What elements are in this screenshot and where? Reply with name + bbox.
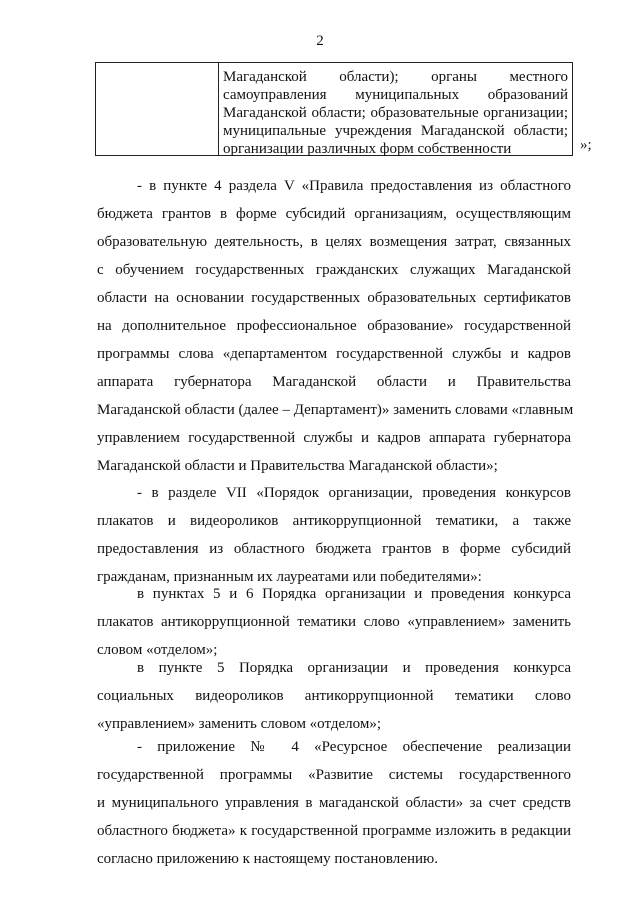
paragraph-line: управлением государственной службы и кадров аппарата губернатора [97, 430, 571, 446]
table-cell-line: организации различных форм собственности [223, 141, 512, 157]
paragraph-line: области на основании государственных образовательных сертификатов [97, 290, 571, 306]
paragraph-line: словом «отделом»; [97, 642, 218, 658]
paragraph-line: на дополнительное профессиональное образование» государственной [97, 318, 571, 334]
paragraph-line: - приложение № 4 «Ресурсное обеспечение реализации [137, 739, 571, 755]
paragraph-line: согласно приложению к настоящему постановлению. [97, 851, 438, 867]
paragraph-line: образовательную деятельность, в целях возмещения затрат, связанных [97, 234, 571, 250]
paragraph-section-vii-amendment [97, 479, 571, 591]
paragraph-line: аппарата губернатора Магаданской области и Правительства [97, 374, 571, 390]
paragraph-line: с обучением государственных гражданских служащих Магаданской [97, 262, 571, 278]
paragraph-line: плакатов антикоррупционной тематики слово «управлением» заменить [97, 614, 571, 630]
paragraph-line: и муниципального управления в магаданской области» за счет средств [97, 795, 571, 811]
paragraph-line: в пунктах 5 и 6 Порядка организации и проведения конкурса [137, 586, 571, 602]
paragraph-videos-contest [97, 654, 571, 738]
paragraph-posters-contest [97, 580, 571, 664]
page-number: 2 [316, 33, 324, 49]
paragraph-line: в пункте 5 Порядка организации и проведения конкурса [137, 660, 571, 676]
paragraph-appendix-4 [97, 733, 571, 873]
paragraph-line: плакатов и видеороликов антикоррупционной тематики, а также [97, 513, 571, 529]
paragraph-line: предоставления из областного бюджета грантов в форме субсидий [97, 541, 571, 557]
paragraph-line: Магаданской области (далее – Департамент)» заменить словами «главным [97, 402, 574, 418]
paragraph-line: «управлением» заменить словом «отделом»; [97, 716, 381, 732]
paragraph-line: - в пункте 4 раздела V «Правила предоставления из областного [137, 178, 571, 194]
table-cell-line: муниципальные учреждения Магаданской области; [223, 123, 568, 139]
table-column-divider [218, 63, 219, 155]
paragraph-line: гражданам, признанным их лауреатами или победителями»: [97, 569, 482, 585]
paragraph-line: социальных видеороликов антикоррупционной тематики слово [97, 688, 571, 704]
paragraph-section-v-amendment [97, 172, 574, 480]
table-cell-line: Магаданской области; образовательные организации; [223, 105, 568, 121]
table-cell-line: самоуправления муниципальных образований [223, 87, 568, 103]
table-cell-line: Магаданской области); органы местного [223, 69, 568, 85]
paragraph-line: областного бюджета» к государственной программе изложить в редакции [97, 823, 571, 839]
table-cell [223, 68, 568, 158]
table-closing-quote: »; [580, 137, 592, 153]
paragraph-line: программы слова «департаментом государственной службы и кадров [97, 346, 571, 362]
paragraph-line: государственной программы «Развитие системы государственного [97, 767, 571, 783]
paragraph-line: Магаданской области и Правительства Магаданской области»; [97, 458, 498, 474]
paragraph-line: бюджета грантов в форме субсидий организациям, осуществляющим [97, 206, 571, 222]
paragraph-line: - в разделе VII «Порядок организации, проведения конкурсов [137, 485, 571, 501]
table-fragment [95, 62, 573, 156]
